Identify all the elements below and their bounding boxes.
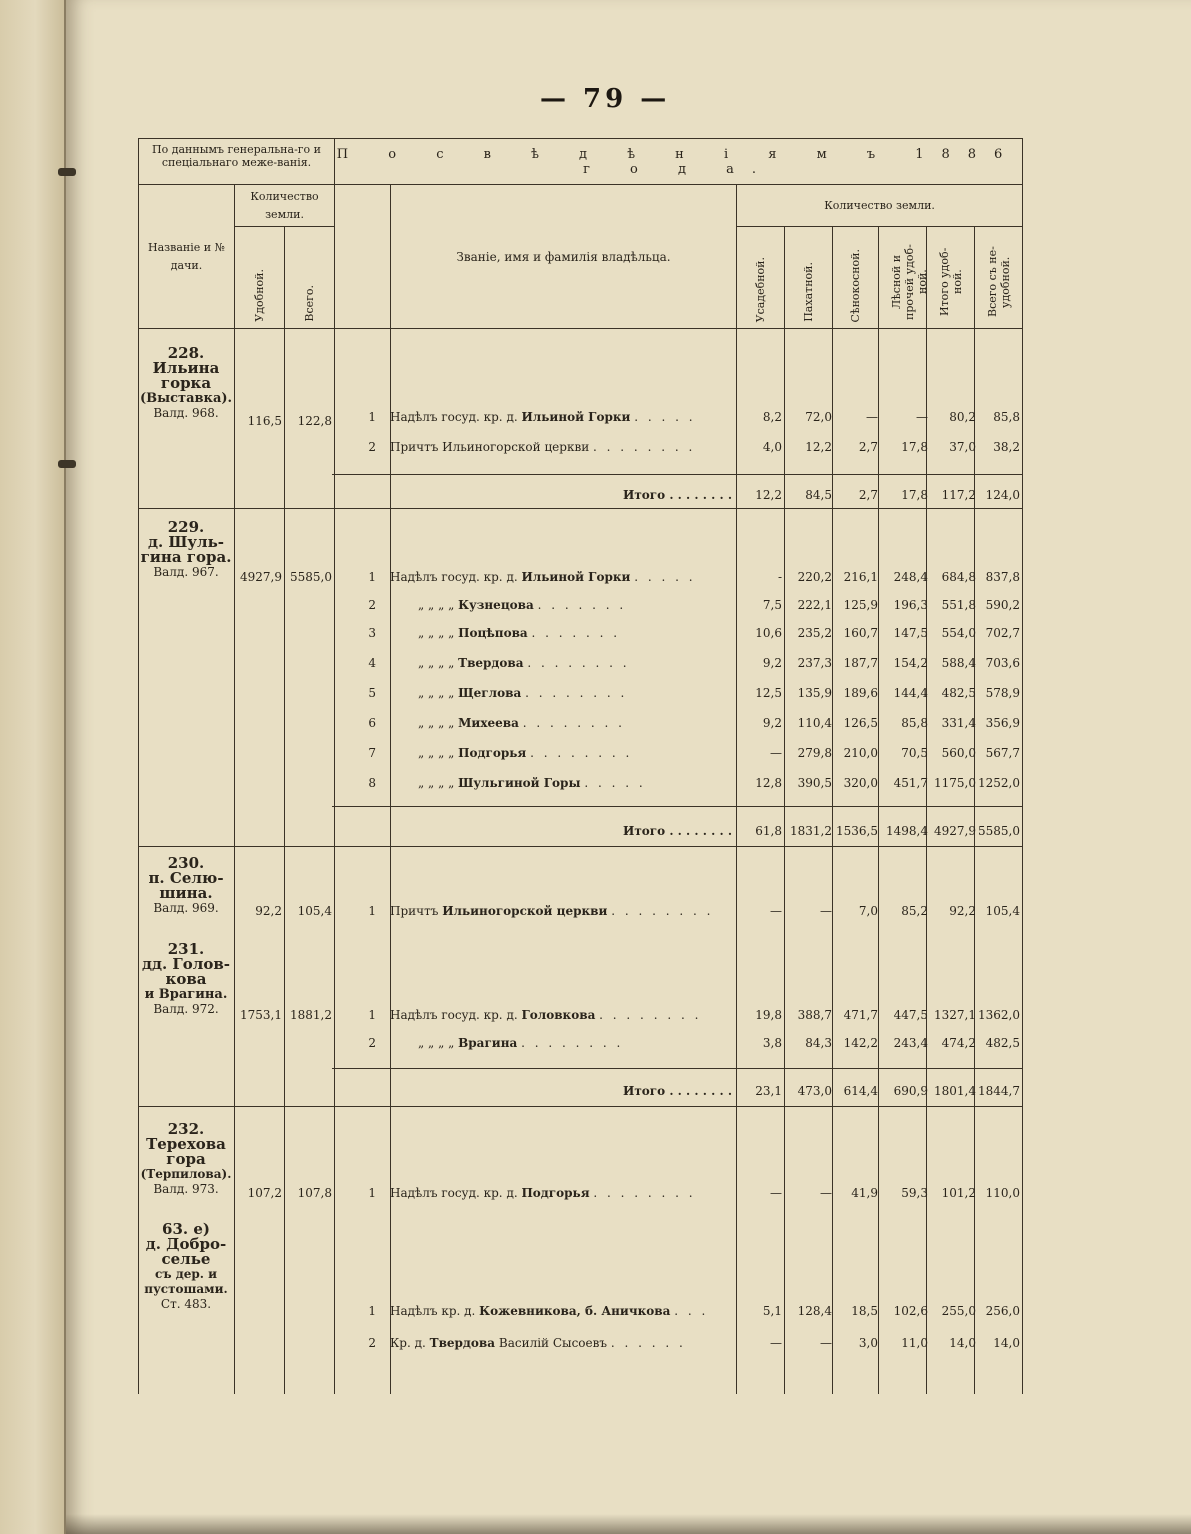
dacha-line: дд. Голов- — [141, 955, 231, 973]
cell-les: 196,3 — [893, 598, 928, 612]
cell-senok: 471,7 — [843, 1008, 878, 1022]
cell-itogo-udob: 255,0 — [941, 1304, 976, 1318]
row-number: 1 — [368, 410, 376, 424]
table-row — [138, 904, 1022, 922]
cell-itogo-udob: 1327,1 — [934, 1008, 976, 1022]
cell-senok: 216,1 — [843, 570, 878, 584]
table-row — [138, 686, 1022, 704]
cell-vsego: 85,8 — [993, 410, 1020, 424]
page-number: — 79 — — [540, 84, 671, 114]
dacha-line: (Терпилова). — [140, 1167, 232, 1181]
row-owner: Кр. д. Твердова Василій Сысоевъ . . . . . . — [390, 1336, 686, 1350]
cell-vsego: 1362,0 — [978, 1008, 1020, 1022]
row-owner: Надѣлъ госуд. кр. д. Ильиной Горки . . . . . — [390, 570, 696, 584]
row-number: 1 — [368, 570, 376, 584]
itogo-label: Итого . . . . . . . . — [623, 488, 732, 502]
table-row — [138, 776, 1022, 794]
header-sub-col: Лѣсной и прочей удоб-ной. — [889, 244, 929, 320]
subtotal-rule — [332, 1068, 1022, 1069]
dacha-line: шина. — [159, 884, 213, 902]
cell-itogo-udob: 14,0 — [949, 1336, 976, 1350]
cell-usad: — — [770, 1336, 782, 1350]
cell-pakh: 388,7 — [797, 1008, 832, 1022]
cell-itogo-udob: 588,4 — [941, 656, 976, 670]
cell-senok: 160,7 — [843, 626, 878, 640]
cell-pakh: 220,2 — [797, 570, 832, 584]
cell-usad: 10,6 — [755, 626, 782, 640]
cell-itogo-udob: 331,4 — [941, 716, 976, 730]
cell-les: 1498,4 — [886, 824, 928, 838]
table-row — [138, 1036, 1022, 1054]
cell-vsego: 38,2 — [993, 440, 1020, 454]
binding-staple-bottom — [58, 460, 76, 468]
cell-senok: 320,0 — [843, 776, 878, 790]
cell-senok: 125,9 — [843, 598, 878, 612]
table-row — [138, 570, 1022, 588]
cell-itogo-udob: 560,0 — [941, 746, 976, 760]
facing-page-edge — [0, 0, 66, 1534]
cell-itogo-udob: 117,2 — [941, 488, 976, 502]
row-owner: „ „ „ „ Михеева . . . . . . . . — [418, 716, 625, 730]
cell-senok: 187,7 — [843, 656, 878, 670]
header-land-left: Количество земли. — [235, 185, 335, 227]
cell-vsego: 482,5 — [985, 1036, 1020, 1050]
cell-vsego: 578,9 — [985, 686, 1020, 700]
header-vsego: Всего. — [303, 285, 316, 322]
cell-pakh: — — [820, 1336, 832, 1350]
row-owner: „ „ „ „ Врагина . . . . . . . . — [418, 1036, 624, 1050]
udob-value: 92,2 — [255, 904, 282, 918]
row-number: 5 — [368, 686, 376, 700]
row-owner: „ „ „ „ Твердова . . . . . . . . — [418, 656, 630, 670]
row-number: 4 — [368, 656, 376, 670]
row-owner: „ „ „ „ Поцѣпова . . . . . . . — [418, 626, 621, 640]
header-sub-col: Итого удоб-ной. — [937, 247, 964, 317]
itogo-row — [138, 1084, 1022, 1102]
header-dacha: Названіе и № дачи. — [139, 185, 235, 329]
table-row — [138, 410, 1022, 428]
cell-usad: 19,8 — [755, 1008, 782, 1022]
cell-senok: 210,0 — [843, 746, 878, 760]
section-rule — [138, 508, 1022, 509]
cell-senok: 189,6 — [843, 686, 878, 700]
cell-pakh: 84,3 — [805, 1036, 832, 1050]
cell-vsego: 124,0 — [985, 488, 1020, 502]
cell-pakh: 72,0 — [805, 410, 832, 424]
cell-itogo-udob: 551,8 — [941, 598, 976, 612]
row-owner: „ „ „ „ Шульгиной Горы . . . . . — [418, 776, 646, 790]
udob-value: 116,5 — [247, 414, 282, 428]
cell-les: 447,5 — [893, 1008, 928, 1022]
cell-usad: 12,5 — [755, 686, 782, 700]
cell-usad: 9,2 — [762, 716, 782, 730]
row-owner: Причтъ Ильиногорской церкви . . . . . . . . — [390, 440, 696, 454]
dacha-line: Валд. 969. — [153, 901, 219, 915]
cell-pakh: 390,5 — [797, 776, 832, 790]
cell-itogo-udob: 1175,0 — [934, 776, 976, 790]
cell-vsego: 5585,0 — [978, 824, 1020, 838]
dacha-line: 63. е) — [162, 1220, 210, 1238]
cell-usad: 61,8 — [755, 824, 782, 838]
cell-usad: 12,2 — [755, 488, 782, 502]
table-row — [138, 626, 1022, 644]
row-owner: Надѣлъ госуд. кр. д. Головкова . . . . . . . . — [390, 1008, 702, 1022]
cell-pakh: 237,3 — [797, 656, 832, 670]
cell-senok: 614,4 — [843, 1084, 878, 1098]
row-number: 2 — [368, 1036, 376, 1050]
cell-pakh: 84,5 — [805, 488, 832, 502]
cell-pakh: 135,9 — [797, 686, 832, 700]
table-row — [138, 598, 1022, 616]
cell-usad: - — [777, 570, 782, 584]
section-rule — [138, 846, 1022, 847]
cell-pakh: 110,4 — [797, 716, 832, 730]
cell-vsego: 590,2 — [985, 598, 1020, 612]
dacha-231 — [138, 942, 234, 1017]
table-row — [138, 440, 1022, 458]
header-source-right: П о с в ѣ д ѣ н і я м ъ 1886 г о д а. — [335, 139, 1023, 185]
binding-staple-top — [58, 168, 76, 176]
row-number: 2 — [368, 440, 376, 454]
table-row — [138, 656, 1022, 674]
row-number: 1 — [368, 1186, 376, 1200]
cell-itogo-udob: 80,2 — [949, 410, 976, 424]
dacha-line: (Выставка). — [139, 391, 233, 406]
cell-les: 154,2 — [893, 656, 928, 670]
cell-vsego: 105,4 — [985, 904, 1020, 918]
row-number: 7 — [368, 746, 376, 760]
table-row — [138, 1336, 1022, 1354]
table-row — [138, 1304, 1022, 1322]
row-owner: Надѣлъ госуд. кр. д. Подгорья . . . . . . . . — [390, 1186, 696, 1200]
cell-pakh: 235,2 — [797, 626, 832, 640]
cell-senok: 2,7 — [858, 488, 878, 502]
table-row — [138, 1008, 1022, 1026]
dacha-line: п. Селю- — [148, 869, 224, 887]
cell-itogo-udob: 4927,9 — [934, 824, 976, 838]
cell-les: 147,5 — [893, 626, 928, 640]
row-number: 1 — [368, 1008, 376, 1022]
cell-senok: 7,0 — [858, 904, 878, 918]
row-number: 2 — [368, 1336, 376, 1350]
header-sub-col: Усадебной. — [754, 256, 768, 322]
dacha-line: гора — [166, 1150, 206, 1168]
dacha-line: горка — [160, 374, 212, 392]
itogo-label: Итого . . . . . . . . — [623, 824, 732, 838]
header-source-left: По даннымъ генеральна-го и спеціальнаго меже-ванія. — [139, 139, 335, 185]
cell-vsego: 256,0 — [985, 1304, 1020, 1318]
cell-vsego: 110,0 — [985, 1186, 1020, 1200]
dacha-line: 229. — [167, 518, 205, 536]
udob-value: 1753,1 — [240, 1008, 282, 1022]
cell-itogo-udob: 474,2 — [941, 1036, 976, 1050]
cell-itogo-udob: 101,2 — [941, 1186, 976, 1200]
dacha-line: Валд. 967. — [153, 565, 219, 579]
table-row — [138, 1186, 1022, 1204]
cell-usad: 12,8 — [755, 776, 782, 790]
row-owner: „ „ „ „ Подгорья . . . . . . . . — [418, 746, 633, 760]
subtotal-rule — [332, 806, 1022, 807]
row-number: 6 — [368, 716, 376, 730]
dacha-line: и Врагина. — [144, 987, 228, 1002]
row-owner: Причтъ Ильиногорской церкви . . . . . . . . — [390, 904, 714, 918]
cell-vsego: 356,9 — [985, 716, 1020, 730]
dacha-line: Ильина — [152, 359, 220, 377]
vsego-value: 122,8 — [297, 414, 332, 428]
dacha-line: д. Добро- — [145, 1235, 227, 1253]
cell-itogo-udob: 554,0 — [941, 626, 976, 640]
cell-usad: 4,0 — [762, 440, 782, 454]
cell-usad: 9,2 — [762, 656, 782, 670]
cell-vsego: 14,0 — [993, 1336, 1020, 1350]
cell-les: 243,4 — [893, 1036, 928, 1050]
row-owner: „ „ „ „ Щеглова . . . . . . . . — [418, 686, 628, 700]
cell-vsego: 703,6 — [985, 656, 1020, 670]
subtotal-rule — [332, 474, 1022, 475]
cell-senok: 3,0 — [858, 1336, 878, 1350]
cell-vsego: 567,7 — [985, 746, 1020, 760]
dacha-line: пустошами. — [144, 1282, 228, 1296]
cell-pakh: 1831,2 — [790, 824, 832, 838]
cell-usad: 5,1 — [762, 1304, 782, 1318]
cell-usad: — — [770, 1186, 782, 1200]
cell-les: 70,5 — [901, 746, 928, 760]
cell-senok: 1536,5 — [836, 824, 878, 838]
cell-les: 85,2 — [901, 904, 928, 918]
dacha-line: Ст. 483. — [160, 1297, 212, 1311]
cell-les: 11,0 — [901, 1336, 928, 1350]
cell-les: 451,7 — [893, 776, 928, 790]
vsego-value: 5585,0 — [290, 570, 332, 584]
cell-vsego: 837,8 — [985, 570, 1020, 584]
dacha-line: Валд. 973. — [153, 1182, 219, 1196]
dacha-63e — [138, 1222, 234, 1312]
cell-senok: 18,5 — [851, 1304, 878, 1318]
cell-pakh: — — [820, 1186, 832, 1200]
cell-pakh: 473,0 — [797, 1084, 832, 1098]
itogo-row — [138, 488, 1022, 506]
vsego-value: 105,4 — [297, 904, 332, 918]
cell-usad: — — [770, 746, 782, 760]
cell-pakh: 12,2 — [805, 440, 832, 454]
cell-itogo-udob: 37,0 — [949, 440, 976, 454]
cell-pakh: 222,1 — [797, 598, 832, 612]
cell-les: 17,8 — [901, 440, 928, 454]
table-row — [138, 716, 1022, 734]
dacha-line: гина гора. — [140, 548, 232, 566]
cell-senok: 142,2 — [843, 1036, 878, 1050]
dacha-line: Терехова — [146, 1135, 226, 1153]
dacha-line: д. Шуль- — [147, 533, 225, 551]
cell-pakh: 279,8 — [797, 746, 832, 760]
dacha-line: 231. — [167, 940, 205, 958]
udob-value: 107,2 — [247, 1186, 282, 1200]
cell-senok: 2,7 — [858, 440, 878, 454]
row-number: 2 — [368, 598, 376, 612]
cell-les: 102,6 — [893, 1304, 928, 1318]
cell-les: 248,4 — [893, 570, 928, 584]
dacha-line: 228. — [167, 344, 205, 362]
cell-usad: 3,8 — [762, 1036, 782, 1050]
cell-les: 690,9 — [893, 1084, 928, 1098]
header-owner: Званіе, имя и фамилія владѣльца. — [391, 185, 737, 329]
row-owner: Надѣлъ кр. д. Кожевникова, б. Аничкова . . . — [390, 1304, 709, 1318]
header-sub-col: Сѣнокосной. — [849, 248, 863, 322]
row-number: 3 — [368, 626, 376, 640]
udob-value: 4927,9 — [240, 570, 282, 584]
cell-senok: — — [866, 410, 878, 424]
dacha-line: 232. — [167, 1120, 205, 1138]
itogo-row — [138, 824, 1022, 842]
header-sub-col: Всего съ не-удобной. — [985, 246, 1012, 318]
vsego-value: 107,8 — [297, 1186, 332, 1200]
cell-usad: 23,1 — [755, 1084, 782, 1098]
cell-itogo-udob: 92,2 — [949, 904, 976, 918]
dacha-line: Валд. 968. — [153, 406, 219, 420]
cell-vsego: 1844,7 — [978, 1084, 1020, 1098]
dacha-line: кова — [165, 970, 207, 988]
row-owner: „ „ „ „ Кузнецова . . . . . . . — [418, 598, 627, 612]
cell-senok: 41,9 — [851, 1186, 878, 1200]
cell-itogo-udob: 482,5 — [941, 686, 976, 700]
cell-les: 17,8 — [901, 488, 928, 502]
header-sub-col: Пахатной. — [802, 262, 816, 322]
itogo-label: Итого . . . . . . . . — [623, 1084, 732, 1098]
dacha-line: съ дер. и — [155, 1267, 217, 1281]
cell-les: 59,3 — [901, 1186, 928, 1200]
cell-vsego: 702,7 — [985, 626, 1020, 640]
header-land-right: Количество земли. — [737, 185, 1023, 227]
cell-les: 144,4 — [893, 686, 928, 700]
dacha-line: Валд. 972. — [153, 1002, 219, 1016]
cell-itogo-udob: 684,8 — [941, 570, 976, 584]
table-body — [138, 0, 1022, 1534]
cell-pakh: — — [820, 904, 832, 918]
dacha-line: 230. — [167, 854, 205, 872]
cell-les: — — [916, 410, 928, 424]
cell-usad: 8,2 — [762, 410, 782, 424]
section-rule — [138, 1106, 1022, 1107]
cell-usad: — — [770, 904, 782, 918]
row-number: 1 — [368, 904, 376, 918]
row-number: 1 — [368, 1304, 376, 1318]
cell-vsego: 1252,0 — [978, 776, 1020, 790]
cell-itogo-udob: 1801,4 — [934, 1084, 976, 1098]
table-row — [138, 746, 1022, 764]
row-owner: Надѣлъ госуд. кр. д. Ильиной Горки . . . . . — [390, 410, 696, 424]
dacha-line: селье — [161, 1250, 211, 1268]
header-udobnoy: Удобной. — [253, 269, 266, 322]
row-number: 8 — [368, 776, 376, 790]
cell-usad: 7,5 — [762, 598, 782, 612]
vsego-value: 1881,2 — [290, 1008, 332, 1022]
cell-les: 85,8 — [901, 716, 928, 730]
cell-pakh: 128,4 — [797, 1304, 832, 1318]
cell-senok: 126,5 — [843, 716, 878, 730]
